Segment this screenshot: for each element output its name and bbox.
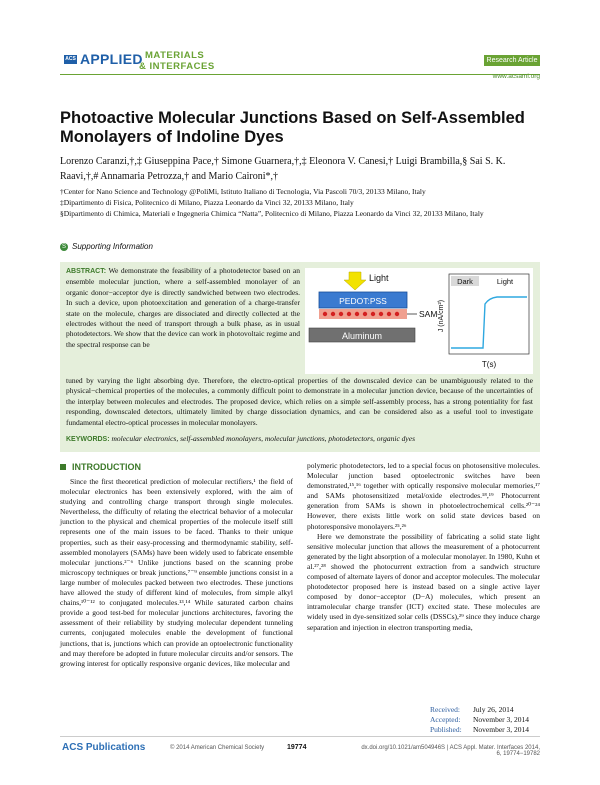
supporting-info-icon: S: [61, 243, 66, 250]
supporting-info-label: Supporting Information: [72, 242, 153, 251]
intro-column-2: [307, 461, 540, 633]
doi-citation[interactable]: dx.doi.org/10.1021/am504946S | ACS Appl. Mater. Interfaces 2014, 6, 19774−19782: [361, 745, 540, 757]
keywords-label: KEYWORDS:: [66, 436, 110, 443]
abstract-body-1: We demonstrate the feasibility of a photodetector based on an ensemble molecular junction, where a self-assembled monolayer of an organic donor−acceptor dye is directly sandwiched between two electrodes. In such a device, upon photoexcitation and generation of a charge-transfer state on the molecule, charges are dissociated and directly collected at the electrodes without the need of transport through a bulk phase, as in usual photodetectors. We show that the device can work in photovoltaic regime and the spectral response can be: [66, 266, 300, 349]
toc-xlabel: T(s): [481, 360, 497, 369]
keywords: [66, 434, 533, 445]
keywords-list: molecular electronics, self-assembled monolayers, molecular junctions, photodetectors, organic dyes: [111, 434, 415, 443]
page-number: 19774: [287, 744, 307, 751]
toc-light-label: Light: [369, 273, 389, 283]
affiliation-1: †Center for Nano Science and Technology @PoliMi, Istituto Italiano di Tecnologia, Via Pascoli 70/3, 20133 Milano, Italy: [60, 187, 426, 196]
supporting-information-link[interactable]: [60, 242, 153, 251]
intro-heading-text: INTRODUCTION: [72, 462, 141, 472]
affiliations: [60, 186, 540, 219]
published-date: November 3, 2014: [473, 725, 530, 734]
journal-name-materials: MATERIALS: [145, 50, 205, 61]
header-divider: [60, 74, 540, 75]
toc-sam-label: SAM: [419, 309, 438, 319]
section-heading-introduction: [60, 462, 141, 472]
received-label: Received:: [430, 705, 460, 714]
toc-ylabel: J (nA/cm²): [438, 299, 445, 333]
copyright: © 2014 American Chemical Society: [170, 745, 265, 751]
article-type-badge: Research Article: [484, 55, 540, 66]
revised-label: Accepted:: [430, 715, 461, 724]
affiliation-3: §Dipartimento di Chimica, Materiali e Ingegneria Chimica “Natta”, Politecnico di Milano, Piazza Leonardo da Vinci 32, 20133 Milano, Italy: [60, 209, 484, 218]
affiliation-2: ‡Dipartimento di Fisica, Politecnico di Milano, Piazza Leonardo da Vinci 32, 20133 Milano, Italy: [60, 198, 354, 207]
toc-dark-label: Dark: [457, 277, 473, 286]
publication-dates: [430, 705, 540, 735]
journal-name-interfaces: & INTERFACES: [139, 61, 215, 72]
footer-divider: [60, 736, 540, 737]
abstract-text-part2: tuned by varying the light absorbing dye. Therefore, the electro-optical properties of the downscaled device can be unambiguously related to the physical−chemical properties of the molecules, a commonly difficult point to demonstrate in a molecular junction device, because of the uncertainties of the interplay between molecules and electrodes. The proposed device, which relies on a simple self-assembly process, has a strong potentiality for fast responding, downscaled detectors, ultimately limited by charge dissociation dynamics, and can be considered also as a useful tool to investigate fundamental electro-optical processes in molecular monolayers.: [66, 376, 533, 427]
intro-paragraph: polymeric photodetectors, led to a special focus on photosensitive molecules. Molecular junction based optoelectronic switches have been demonstrated,¹⁵,¹⁶ together with optically responsive molecular memories,¹⁷ and SAMs photosensitized metal/oxide electrodes.¹⁸,¹⁹ Photocurrent generation from SAMs is shown in photoelectrochemical cells.²⁰⁻²⁴ However, there exists little work on solid state devices based on photoresponsive monolayers.²⁵,²⁶: [307, 461, 540, 531]
intro-paragraph: Here we demonstrate the possibility of fabricating a solid state light sensitive molecular junction that allows the measurement of a photocurrent generated by the light absorption of a molecular monolayer. In 1980, Kuhn et al.²⁷,²⁸ showed the photocurrent extraction from a sandwich structure composed of alternate layers of donor and acceptor molecules. The molecular photodetector proposed here is instead based on a single active layer composed by donor−acceptor (D−A) molecules, which present an intramolecular charge transfer (ICT) excited state. These molecules are widely used in dye-sensitized solar cells (DSSCs),²⁹ since they induce charge separation and injection in electron transporting media,: [307, 531, 540, 632]
revised-date: November 3, 2014: [473, 715, 530, 724]
toc-light2-label: Light: [496, 277, 514, 286]
intro-paragraph: Since the first theoretical prediction of molecular rectifiers,¹ the field of molecular electronics has been extensively explored, with the aim of studying and controlling charge transport through single molecules. Nevertheless, the difficulty of relating the electrical behavior of a molecular junction to the physical and chemical properties of the molecule itself still represents one of the main issues to be faced. Thanks to their unique properties, such as their easy-processing and thermodynamic stability, self-assembled monolayers (SAMs) have been widely used to fabricate ensemble molecular junctions.²⁻⁶ Unlike junctions based on the scanning probe microscopy techniques or break junctions,⁷⁻⁹ ensemble junctions consist in a large number of molecules packed between two electrodes. These junctions have allowed the study of different kind of molecules, from simple alkyl chains,¹⁰⁻¹² to conjugated molecules.¹³,¹⁴ While saturated carbon chains provide a good test-bed for molecular junctions architectures, favoring the assessment of their reliability by studying molecular dependent tunneling currents, conjugated molecules enable the development of functional junctions, that is, junctions which can provide an optoelectronic functionality and may therefore be adopted in future molecular circuits and/or sensors. The growing interest for optically responsive organic devices, like molecular and: [60, 477, 293, 668]
published-label: Published:: [430, 725, 462, 734]
acs-logo-badge: ACS: [65, 56, 76, 62]
journal-url[interactable]: www.acsami.org: [492, 73, 540, 80]
toc-pedot-label: PEDOT:PSS: [339, 296, 387, 306]
section-bullet-icon: [60, 464, 66, 470]
paper-title: Photoactive Molecular Junctions Based on Self-Assembled Monolayers of Indoline Dyes: [60, 109, 525, 146]
abstract-text-part1: [66, 266, 300, 350]
author-list: Lorenzo Caranzi,†,‡ Giuseppina Pace,† Simone Guarnera,†,‡ Eleonora V. Canesi,† Luigi Brambilla,§ Sai S. K. Raavi,†,# Annamaria Petrozza,† and Mario Caironi*,†: [60, 156, 506, 182]
journal-name-applied: APPLIED: [80, 51, 143, 67]
received-date: July 26, 2014: [473, 705, 514, 714]
intro-column-1: [60, 477, 293, 669]
abstract-label: ABSTRACT:: [66, 268, 107, 275]
acs-publications-logo: ACS Publications: [62, 742, 146, 753]
toc-aluminum-label: Aluminum: [341, 331, 383, 341]
toc-graphic: [305, 268, 533, 374]
